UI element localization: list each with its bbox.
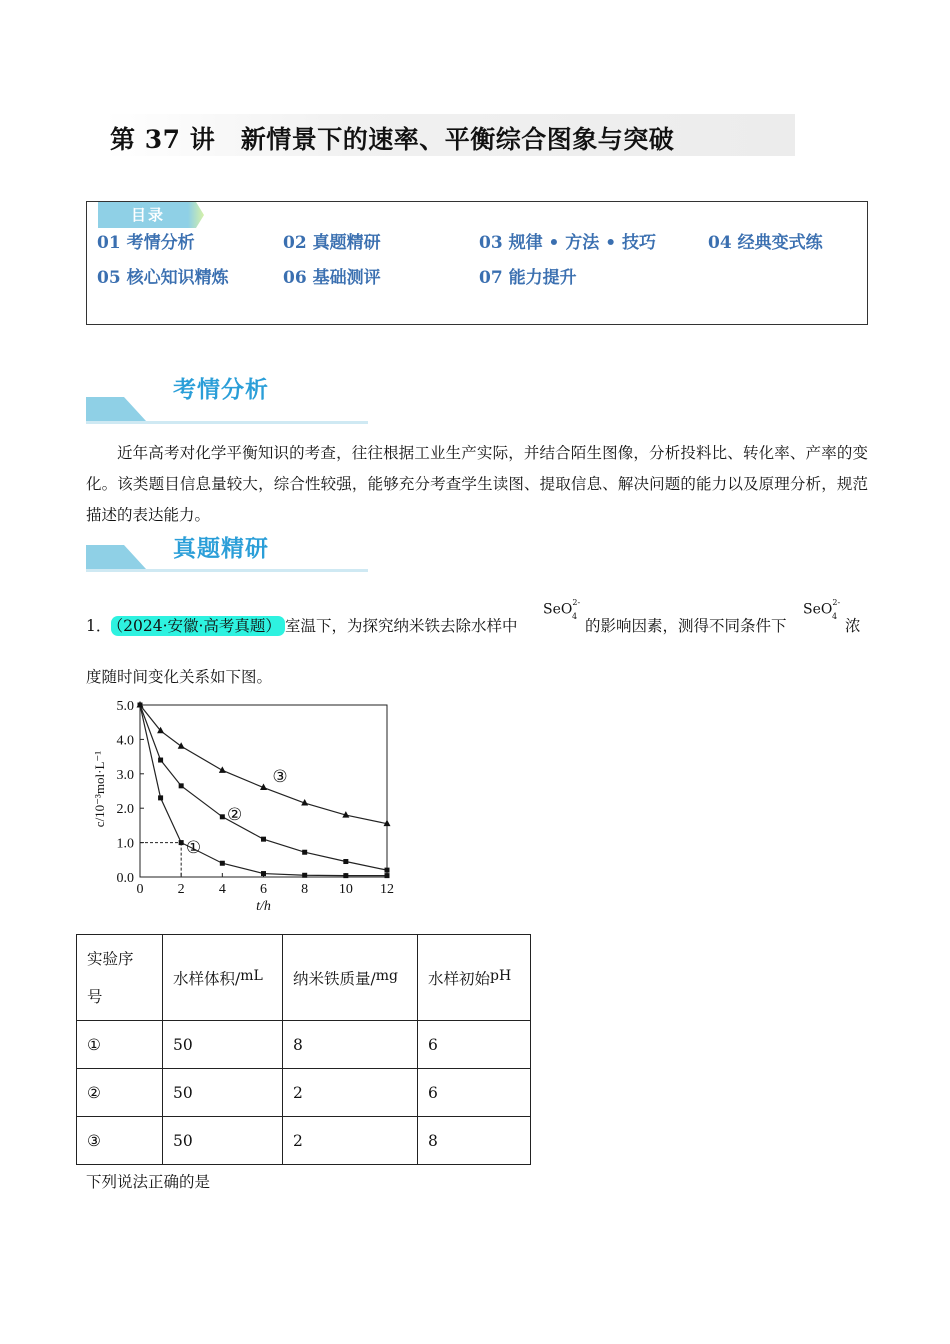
series-line-1 xyxy=(140,705,387,876)
data-point xyxy=(261,871,266,876)
data-point xyxy=(302,850,307,855)
table-cell: ② xyxy=(77,1069,163,1117)
header-cell-ph: 水样初始pH xyxy=(418,935,531,1021)
formula-seo4-2: SeO$^{2-}$ xyxy=(803,598,841,618)
data-point xyxy=(302,873,307,878)
experiment-table xyxy=(76,934,531,1165)
question-line-1 xyxy=(86,614,517,636)
section-analysis-title: 考情分析 xyxy=(173,376,269,403)
data-point xyxy=(158,795,163,800)
y-tick-label: 4.0 xyxy=(116,733,134,749)
concentration-chart xyxy=(86,694,416,926)
toc-tag-label: 目录 xyxy=(130,206,165,224)
question-source-tag: （2024·安徽·高考真题） xyxy=(111,616,285,636)
y-tick-label: 1.0 xyxy=(116,836,134,852)
section-exam-title: 真题精研 xyxy=(173,535,269,562)
question-number: 1． xyxy=(86,617,112,635)
x-tick-label: 2 xyxy=(177,882,185,897)
data-point xyxy=(179,783,184,788)
page-title: 第 37 讲 新情景下的速率、平衡综合图象与突破 xyxy=(110,125,675,154)
y-tick-label: 0.0 xyxy=(116,871,134,886)
toc-item-advanced[interactable]: 07 能力提升 xyxy=(479,268,577,288)
toc-item-methods[interactable]: 03 规律 • 方法 • 技巧 xyxy=(479,233,656,253)
x-tick-label: 6 xyxy=(260,882,267,897)
table-cell: ① xyxy=(77,1021,163,1069)
table-cell: 50 xyxy=(163,1069,283,1117)
header-cell-volume: 水样体积/mL xyxy=(163,935,283,1021)
series-label-2: ② xyxy=(227,805,243,826)
data-point xyxy=(158,758,163,763)
question-text-d: 度随时间变化关系如下图。 xyxy=(86,668,273,686)
toc-item-variants[interactable]: 04 经典变式练 xyxy=(708,233,823,253)
data-point xyxy=(179,840,184,845)
x-tick-label: 10 xyxy=(338,882,353,897)
x-tick-label: 8 xyxy=(301,882,309,897)
x-axis-label: t/h xyxy=(256,899,271,914)
data-point xyxy=(385,868,390,873)
data-point xyxy=(220,861,225,866)
toc-item-analysis[interactable]: 01 考情分析 xyxy=(97,233,195,253)
series-label-1: ① xyxy=(185,837,202,858)
table-cell: ③ xyxy=(77,1117,163,1165)
x-tick-label: 4 xyxy=(218,882,226,897)
data-point xyxy=(343,873,348,878)
table-cell: 50 xyxy=(163,1117,283,1165)
table-cell: 8 xyxy=(418,1117,531,1165)
x-tick-label: 12 xyxy=(380,882,394,897)
x-tick-label: 0 xyxy=(136,882,144,897)
toc-item-basic[interactable]: 06 基础测评 xyxy=(283,268,381,288)
data-point xyxy=(261,837,266,842)
question-text-c: 浓 xyxy=(845,617,861,635)
table-cell: 2 xyxy=(283,1069,418,1117)
series-label-3: ③ xyxy=(272,767,288,788)
question-footer: 下列说法正确的是 xyxy=(86,1173,211,1191)
plot-frame xyxy=(140,705,387,877)
header-cell-experiment: 实验序 号 xyxy=(77,935,163,1021)
toc-item-core[interactable]: 05 核心知识精炼 xyxy=(97,268,229,288)
data-point xyxy=(343,859,348,864)
table-cell: 50 xyxy=(163,1021,283,1069)
table-row xyxy=(77,1069,531,1117)
table-cell: 6 xyxy=(418,1021,531,1069)
formula-seo4-1: SeO$^{2-}$ xyxy=(543,598,581,618)
question-text-b: 的影响因素，测得不同条件下 xyxy=(585,617,787,635)
analysis-paragraph: 近年高考对化学平衡知识的考查，往往根据工业生产实际，并结合陌生图像，分析投料比、转化率、产率的变化。该类题目信息量较大，综合性较强，能够充分考查学生读图、提取信息、解决问题的能力以及原理分析，规范描述的表达能力。 xyxy=(86,444,868,524)
data-point xyxy=(220,814,225,819)
table-row xyxy=(77,1117,531,1165)
y-axis-label: c/10⁻³mol·L⁻¹ xyxy=(92,750,107,828)
data-point xyxy=(178,742,185,749)
header-cell-iron-mass: 纳米铁质量/mg xyxy=(283,935,418,1021)
table-header-row xyxy=(77,935,531,1021)
table-row xyxy=(77,1021,531,1069)
table-cell: 6 xyxy=(418,1069,531,1117)
y-tick-label: 2.0 xyxy=(116,802,134,818)
toc-item-exam[interactable]: 02 真题精研 xyxy=(283,233,381,253)
table-cell: 8 xyxy=(283,1021,418,1069)
formula-seo4-2-sub: 4 xyxy=(832,612,838,621)
question-text-a: 室温下，为探究纳米铁去除水样中 xyxy=(284,617,518,635)
y-tick-label: 5.0 xyxy=(116,699,134,714)
y-tick-label: 3.0 xyxy=(116,767,134,783)
table-cell: 2 xyxy=(283,1117,418,1165)
formula-seo4-1-sub: 4 xyxy=(572,612,578,621)
data-point xyxy=(385,873,390,878)
series-line-3 xyxy=(140,705,387,824)
